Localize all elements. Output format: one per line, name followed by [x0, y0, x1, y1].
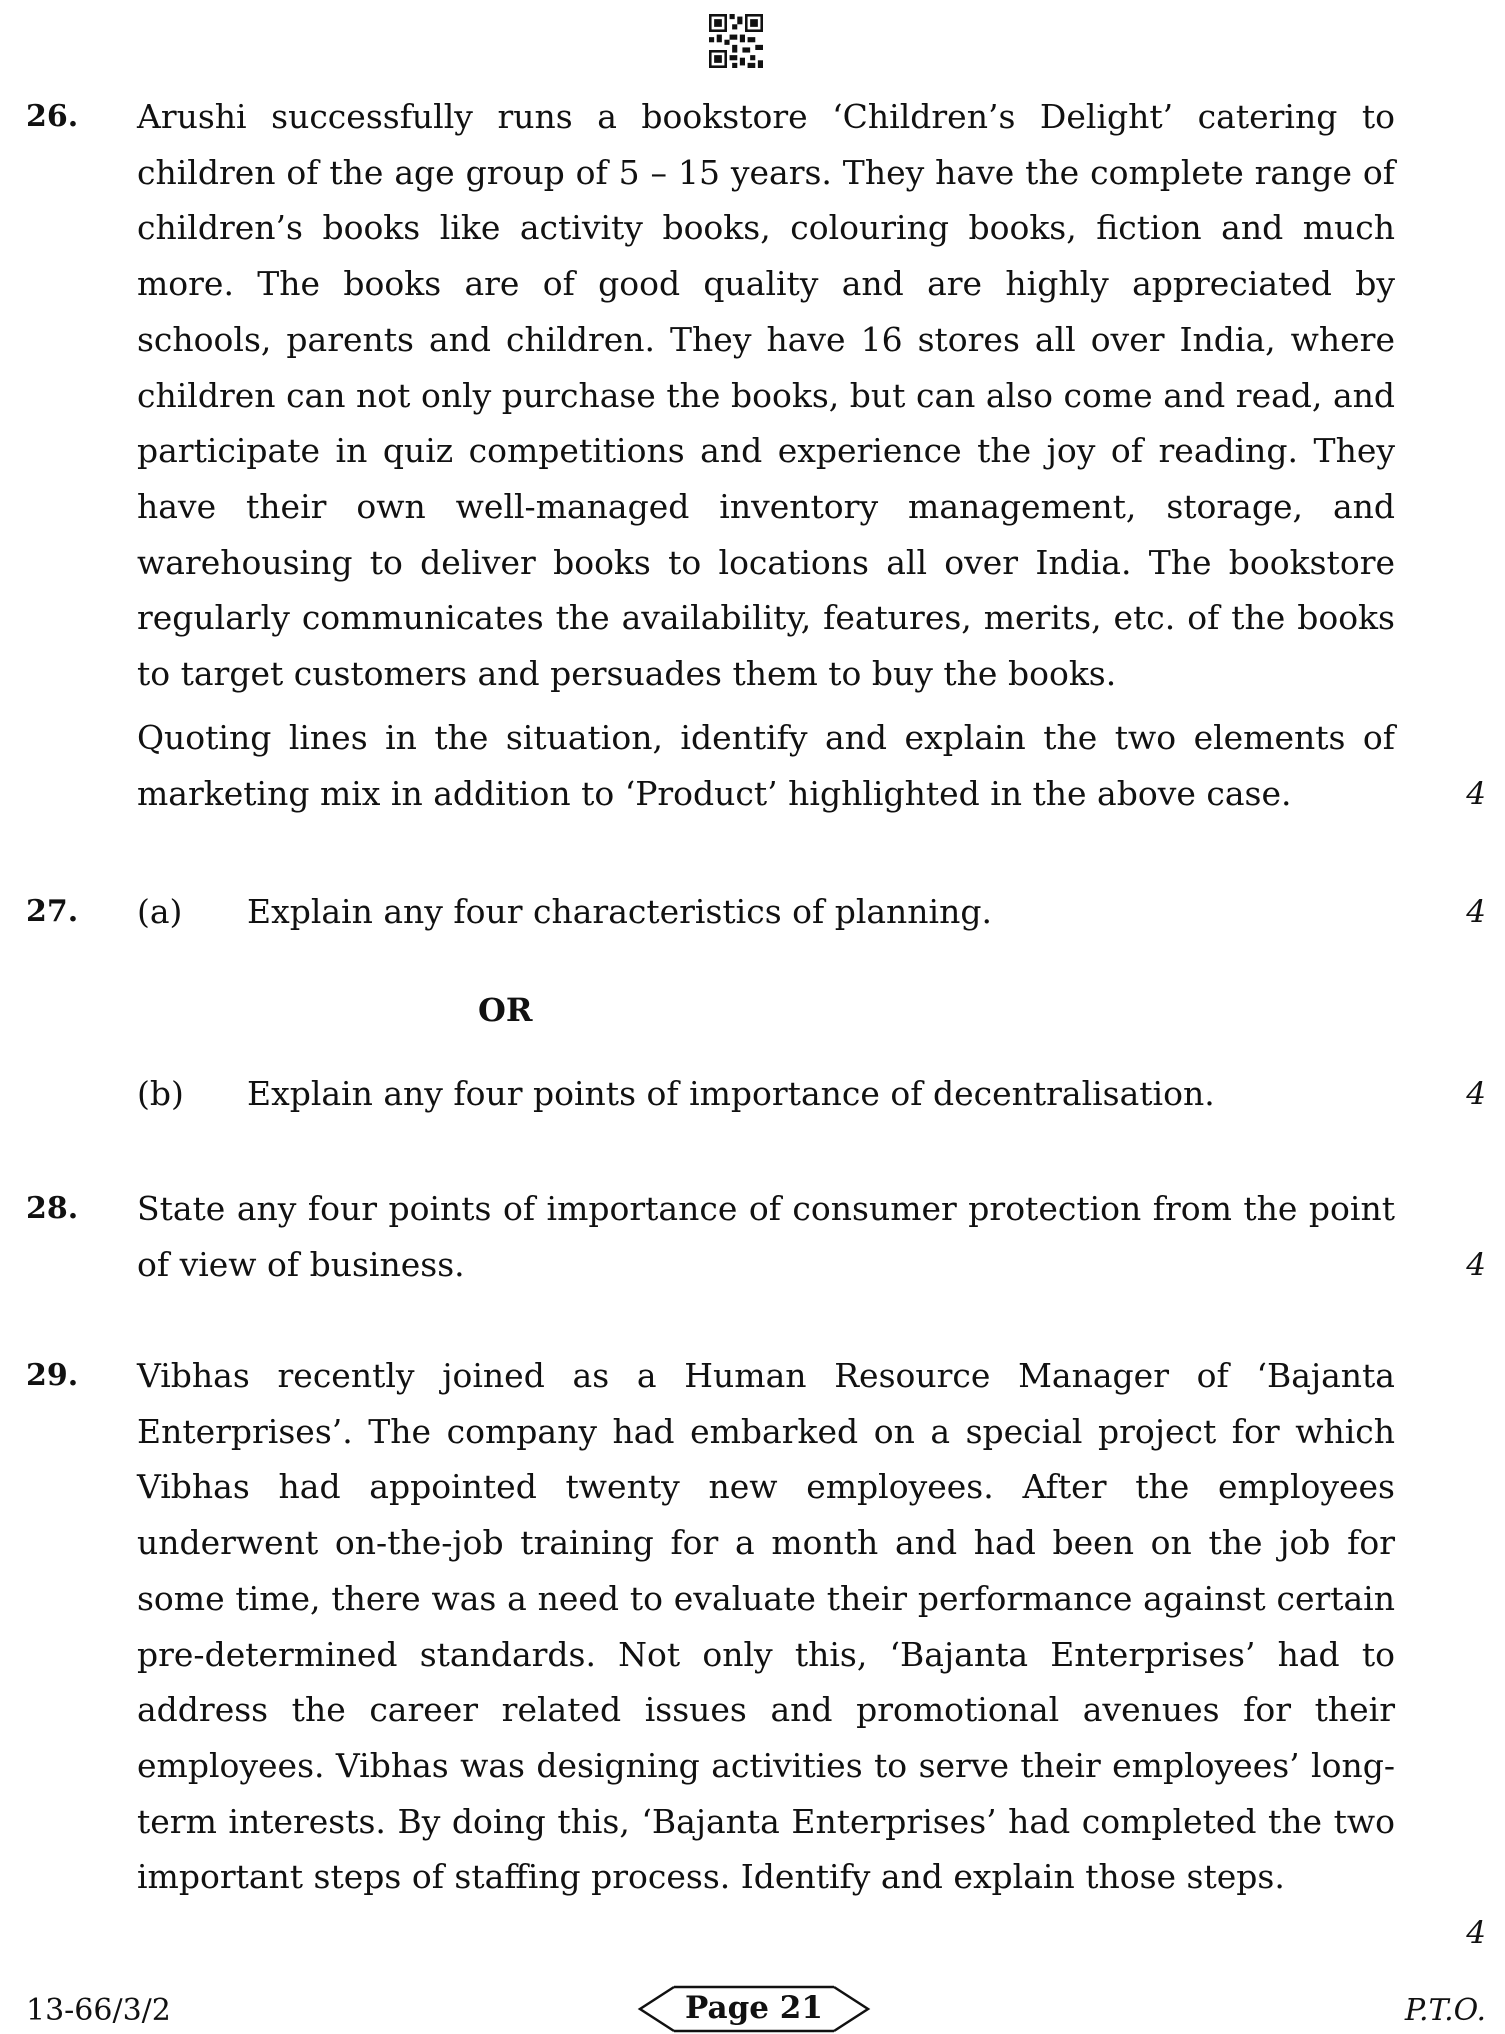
question-28-text: State any four points of importance of consumer protection from the point of view of business. — [137, 1189, 1395, 1284]
page-number: Page 21 — [685, 1990, 823, 2026]
paper-code: 13-66/3/2 — [26, 1993, 171, 2028]
question-28-marks: 4 — [1466, 1247, 1486, 1283]
question-27a-text: Explain any four characteristics of planning. — [247, 892, 992, 931]
question-27a-label: (a) — [137, 892, 183, 931]
or-separator: OR — [478, 991, 533, 1029]
question-27b-label: (b) — [137, 1074, 184, 1113]
question-26-marks: 4 — [1466, 776, 1486, 812]
question-number-27: 27. — [26, 894, 79, 929]
question-26-prompt: Quoting lines in the situation, identify and explain the two elements of marketing mix in addition to ‘Product’ highlighted in the above case. — [137, 718, 1395, 813]
qr-code — [709, 14, 763, 68]
question-number-29: 29. — [26, 1358, 79, 1393]
pto-label: P.T.O. — [1404, 1993, 1486, 2028]
question-number-26: 26. — [26, 99, 79, 134]
question-26-case-text: Arushi successfully runs a bookstore ‘Children’s Delight’ catering to children of the age group of 5 – 15 years. They have the complete range of children’s books like activity books, colouring books, fiction and much more. The books are of good quality and are highly appreciated by schools, parents and children. They have 16 stores all over India, where children can not only purchase the books, but can also come and read, and participate in quiz competitions and experience the joy of reading. They have their own well-managed inventory management, storage, and warehousing to deliver books to locations all over India. The bookstore regularly communicates the availability, features, merits, etc. of the books to target customers and persuades them to buy the books. — [137, 97, 1395, 694]
question-27a-marks: 4 — [1466, 894, 1486, 930]
question-29-text: Vibhas recently joined as a Human Resource Manager of ‘Bajanta Enterprises’. The company had embarked on a special project for which Vibhas had appointed twenty new employees. After the employees underwent on-the-job training for a month and had been on the job for some time, there was a need to evaluate their performance against certain pre-determined standards. Not only this, ‘Bajanta Enterprises’ had to address the career related issues and promotional avenues for their employees. Vibhas was designing activities to serve their employees’ long-term interests. By doing this, ‘Bajanta Enterprises’ had completed the two important steps of staffing process. Identify and explain those steps. — [137, 1356, 1395, 1897]
question-29-marks: 4 — [1466, 1915, 1486, 1951]
question-27b-text: Explain any four points of importance of decentralisation. — [247, 1074, 1215, 1113]
question-27b-marks: 4 — [1466, 1076, 1486, 1112]
question-number-28: 28. — [26, 1191, 79, 1226]
